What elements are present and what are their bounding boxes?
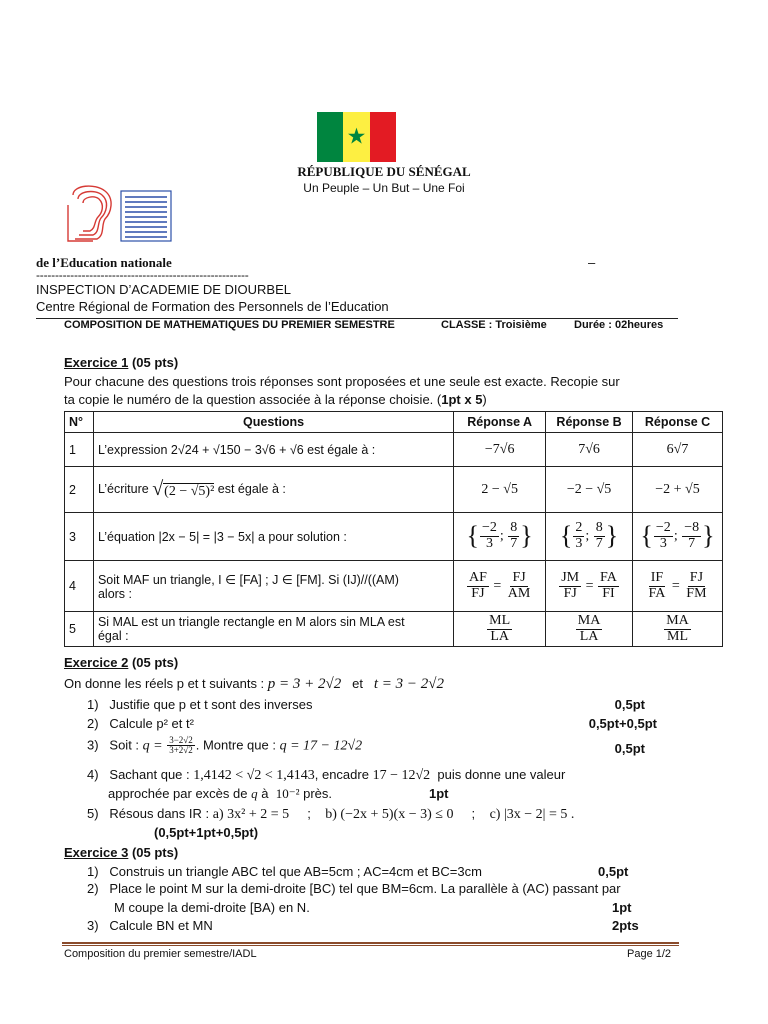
answer-c: $\frac{IF}{FA}$ = $\frac{FJ}{FM}$ (633, 561, 723, 612)
answer-a: $\frac{AF}{FJ}$ = $\frac{FJ}{AM}$ (454, 561, 546, 612)
class-info: CLASSE : Troisième (441, 319, 547, 331)
republic-title: RÉPUBLIQUE DU SÉNÉGAL (297, 164, 471, 179)
answer-a: { $\frac{-2}{3}$ ; $\frac{8}{7}$ } (454, 513, 546, 561)
exercise-1-points: (05 pts) (131, 355, 179, 370)
exercise-2-heading (64, 655, 178, 670)
answer-a: −7√6 (454, 433, 546, 467)
question-text: L’expression 2√24 + √150 − 3√6 + √6 est égale à : (93, 433, 453, 467)
ex2-item-3-points: 0,5pt (614, 741, 645, 756)
ex3-item-2-line2: M coupe la demi-droite [BA) en N. (114, 900, 310, 915)
footer-divider-thin (62, 945, 679, 946)
q-fraction: $\frac{3-2√2}{3+2√2}$ (169, 735, 193, 756)
answer-b: { $\frac{2}{3}$ ; $\frac{8}{7}$ } (546, 513, 633, 561)
table-row (65, 433, 723, 467)
ex2-item-5: 5) Résous dans IR : a) 3x² + 2 = 5 ; b) (−2x + 5)(x − 3) ≤ 0 ; c) |3x − 2| = 5 . (87, 806, 575, 822)
ex2-item-4-points: 1pt (429, 786, 449, 801)
exercise-1-intro-line2: ta copie le numéro de la question associée à la réponse choisie. (1pt x 5) (64, 392, 487, 407)
footer-divider (62, 942, 679, 944)
answer-b: $\frac{JM}{FJ}$ = $\frac{FA}{FI}$ (546, 561, 633, 612)
row-number: 2 (65, 467, 94, 513)
answer-c: { $\frac{-2}{3}$ ; $\frac{-8}{7}$ } (633, 513, 723, 561)
table-row (65, 467, 723, 513)
row-number: 3 (65, 513, 94, 561)
col-header: Réponse C (633, 412, 723, 433)
ex3-item-3-points: 2pts (612, 918, 639, 933)
table-row (65, 612, 723, 647)
sqrt-expression: √(2 − √5)² (152, 478, 215, 500)
ex3-item-2-points: 1pt (612, 900, 632, 915)
qcm-table (64, 411, 723, 647)
ex3-item-1: 1) Construis un triangle ABC tel que AB=5cm ; AC=4cm et BC=3cm (87, 864, 482, 879)
answer-c: 6√7 (633, 433, 723, 467)
ex3-item-1-points: 0,5pt (598, 864, 629, 879)
exercise-2-intro: On donne les réels p et t suivants : p = 3 + 2√2 et t = 3 − 2√2 (64, 676, 444, 692)
ex2-item-4-line2: approchée par excès de q à 10⁻² près. (108, 786, 332, 801)
senegal-flag (317, 112, 396, 162)
separator-line: -------------------------------------------------------- (36, 268, 249, 282)
table-row (65, 561, 723, 612)
exercise-1-title: Exercice 1 (64, 355, 129, 370)
exercise-3-heading (64, 845, 178, 860)
centre-name: Centre Régional de Formation des Personnels de l’Education (36, 299, 389, 314)
ex2-item-2: 2) Calcule p² et t² (87, 716, 194, 731)
ex2-item-1-points: 0,5pt (614, 697, 645, 712)
answer-b: −2 − √5 (546, 467, 633, 513)
ex2-item-2-points: 0,5pt+0,5pt (588, 716, 657, 731)
ex3-item-3: 3) Calcule BN et MN (87, 918, 213, 933)
question-text: Si MAL est un triangle rectangle en M alors sin MLA est égal : (93, 612, 453, 647)
exercise-3-title: Exercice 3 (64, 845, 129, 860)
national-motto: Un Peuple – Un But – Une Foi (303, 181, 465, 195)
footer-left: Composition du premier semestre/IADL (64, 948, 257, 960)
exercise-3-points: (05 pts) (131, 845, 179, 860)
answer-a: 2 − √5 (454, 467, 546, 513)
ministry-logo-icon (65, 183, 177, 249)
table-header-row (65, 412, 723, 433)
ex2-item-4: 4) Sachant que : 1,4142 < √2 < 1,4143, encadre 17 − 12√2 puis donne une valeur (87, 767, 566, 783)
inspection-name: INSPECTION D’ACADEMIE DE DIOURBEL (36, 282, 291, 297)
ex2-item-3: 3) Soit : q = $\frac{3-2√2}{3+2√2}$ . Montre que : q = 17 − 12√2 (87, 735, 363, 756)
question-text: Soit MAF un triangle, I ∈ [FA] ; J ∈ [FM]. Si (IJ)//((AM) alors : (93, 561, 453, 612)
col-header: Réponse A (454, 412, 546, 433)
answer-b: $\frac{MA}{LA}$ (546, 612, 633, 647)
table-row (65, 513, 723, 561)
exercise-2-title: Exercice 2 (64, 655, 129, 670)
col-header: Réponse B (546, 412, 633, 433)
answer-a: $\frac{ML}{LA}$ (454, 612, 546, 647)
ex2-item-5-points: (0,5pt+1pt+0,5pt) (154, 825, 259, 840)
exercise-2-points: (05 pts) (131, 655, 179, 670)
ex3-item-2: 2) Place le point M sur la demi-droite [BC) tel que BM=6cm. La parallèle à (AC) passant par (87, 881, 621, 896)
row-number: 5 (65, 612, 94, 647)
row-number: 1 (65, 433, 94, 467)
duration-info: Durée : 02heures (574, 319, 664, 331)
col-header: Questions (93, 412, 453, 433)
green-star-icon: ★ (346, 123, 367, 149)
exercise-1-heading (64, 355, 178, 370)
ex2-item-1: 1) Justifie que p et t sont des inverses (87, 697, 313, 712)
question-text: L’équation |2x − 5| = |3 − 5x| a pour solution : (93, 513, 453, 561)
answer-b: 7√6 (546, 433, 633, 467)
row-number: 4 (65, 561, 94, 612)
ministry-name: de l’Education nationale (36, 255, 172, 270)
col-header: N° (65, 412, 94, 433)
composition-title: COMPOSITION DE MATHEMATIQUES DU PREMIER SEMESTRE (64, 319, 395, 331)
page-number: Page 1/2 (627, 948, 672, 960)
question-text: L’écriture √(2 − √5)² est égale à : (93, 467, 453, 513)
answer-c: $\frac{MA}{ML}$ (633, 612, 723, 647)
exercise-1-intro-line1: Pour chacune des questions trois réponses sont proposées et une seule est exacte. Recopie sur (64, 374, 620, 389)
dash-mark: – (588, 255, 596, 270)
answer-c: −2 + √5 (633, 467, 723, 513)
